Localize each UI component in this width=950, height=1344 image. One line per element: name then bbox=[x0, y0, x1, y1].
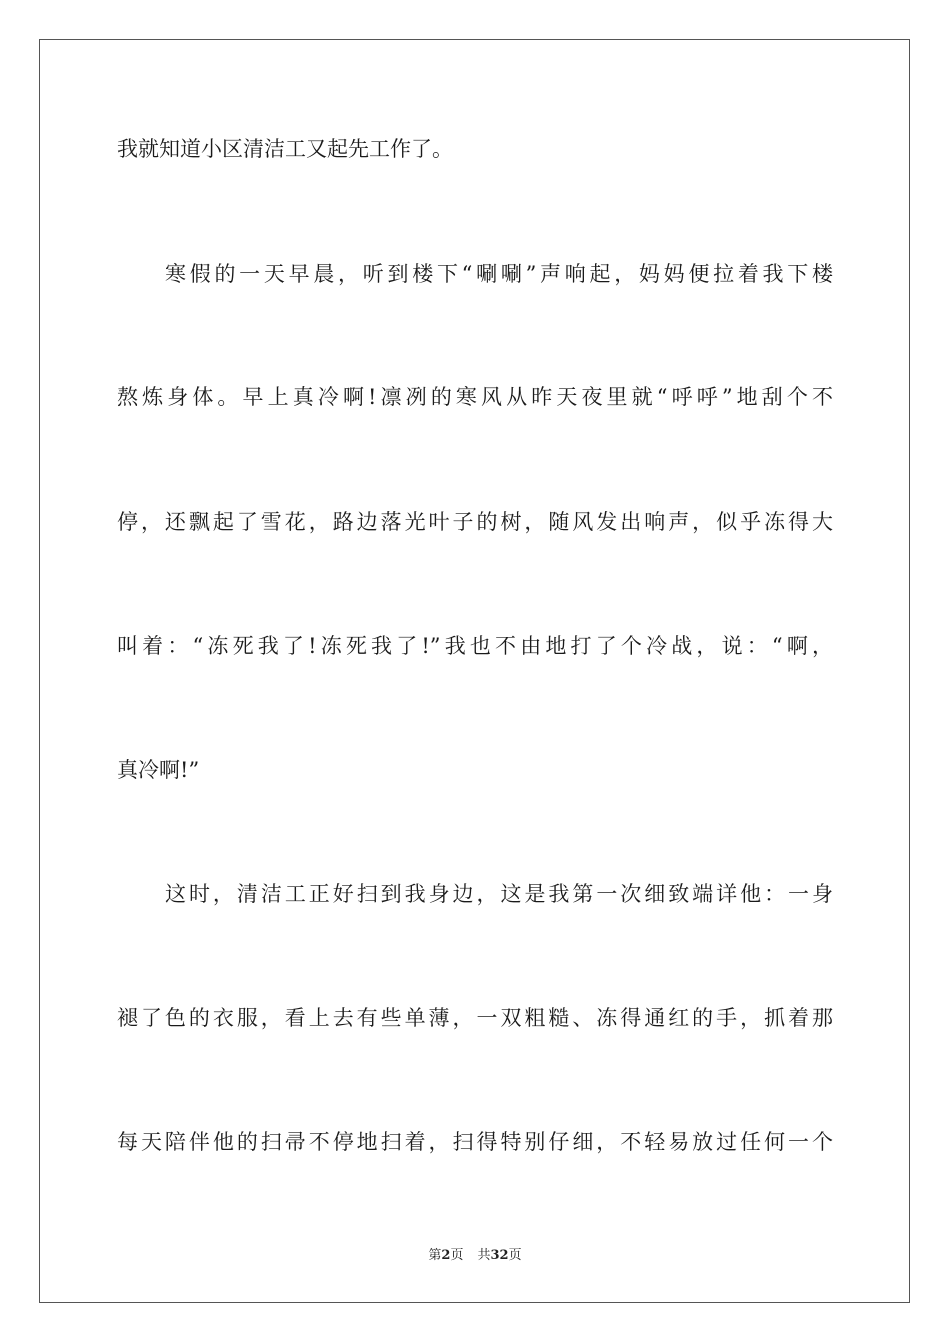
text-line-1: 我就知道小区清洁工又起先工作了。 bbox=[117, 137, 453, 161]
text-line-2: 寒假的一天早晨，听到楼下“唰唰”声响起，妈妈便拉着我下楼 bbox=[165, 262, 833, 286]
footer-page-prefix: 第 bbox=[428, 1248, 442, 1263]
footer-page-total: 32 bbox=[490, 1248, 509, 1263]
text-line-5: 叫着：“冻死我了!冻死我了!”我也不由地打了个冷战，说：“啊， bbox=[117, 634, 833, 658]
text-line-9: 每天陪伴他的扫帚不停地扫着，扫得特别仔细，不轻易放过任何一个 bbox=[117, 1130, 833, 1154]
page-footer bbox=[0, 1248, 950, 1264]
text-line-4: 停，还飘起了雪花，路边落光叶子的树，随风发出响声，似乎冻得大 bbox=[117, 510, 833, 534]
page-border bbox=[39, 39, 910, 1303]
footer-page-unit: 页 bbox=[450, 1248, 464, 1263]
footer-total-unit: 页 bbox=[508, 1248, 522, 1263]
text-line-6: 真冷啊!” bbox=[117, 758, 200, 782]
footer-page-current: 2 bbox=[441, 1248, 451, 1263]
text-line-3: 熬炼身体。早上真冷啊!凛冽的寒风从昨天夜里就“呼呼”地刮个不 bbox=[117, 385, 833, 409]
text-line-8: 褪了色的衣服，看上去有些单薄，一双粗糙、冻得通红的手，抓着那 bbox=[117, 1006, 833, 1030]
footer-total-prefix: 共 bbox=[477, 1248, 491, 1263]
text-line-7: 这时，清洁工正好扫到我身边，这是我第一次细致端详他：一身 bbox=[165, 882, 833, 906]
